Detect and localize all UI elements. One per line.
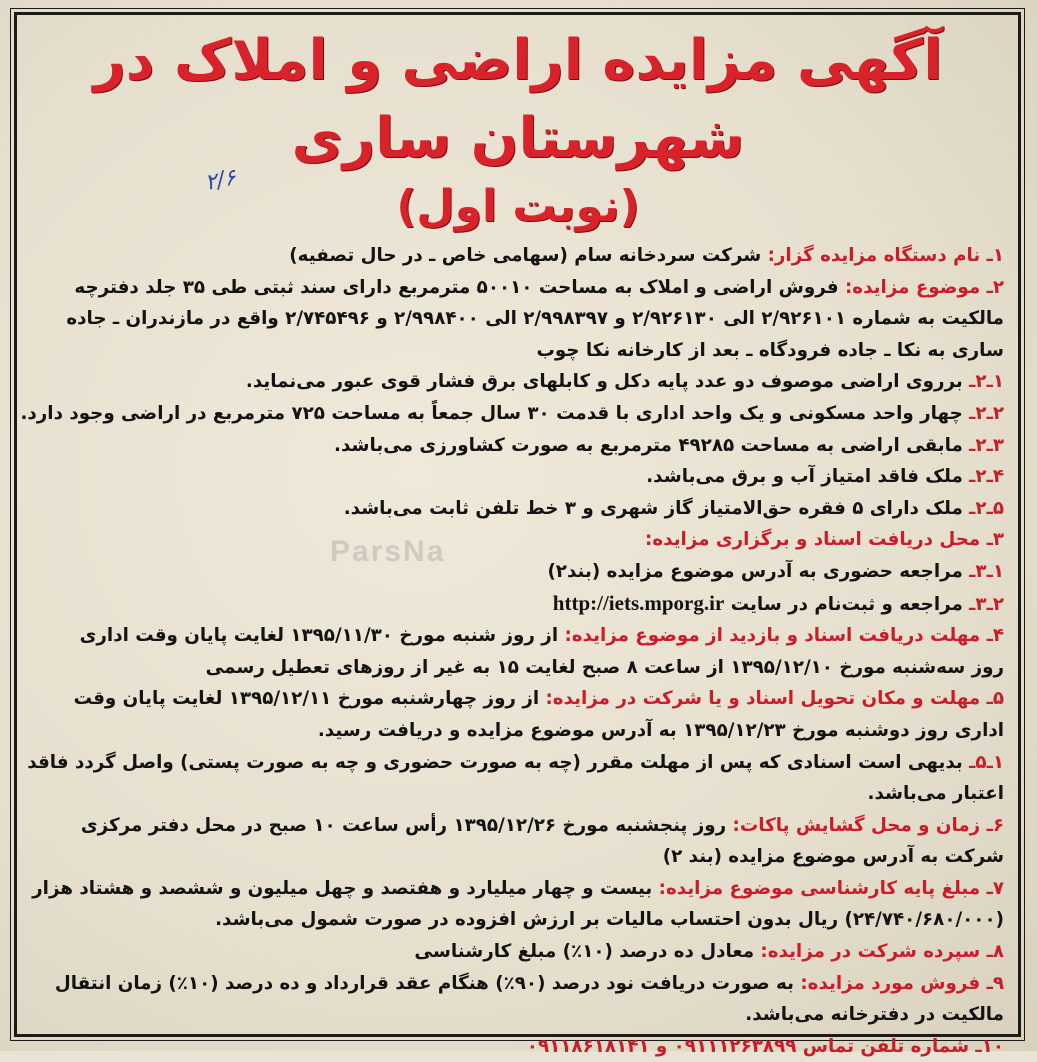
ad-line <box>32 588 1004 621</box>
clause-text: از روز شنبه مورخ ۱۳۹۵/۱۱/۳۰ لغایت پایان وقت اداری <box>79 625 565 647</box>
ad-line <box>32 303 1004 335</box>
clause-label: ۶ـ زمان و محل گشایش پاکات: <box>732 814 1004 836</box>
ad-line <box>32 430 1004 462</box>
ad-line <box>32 841 1004 873</box>
clause-label: ۱ـ۲ـ <box>969 371 1004 393</box>
ad-line <box>32 493 1004 525</box>
ad-line <box>32 620 1004 652</box>
ad-line <box>32 936 1004 968</box>
clause-label: ۷ـ مبلغ پایه کارشناسی موضوع مزایده: <box>658 877 1004 899</box>
ad-line <box>32 1031 1004 1062</box>
ad-line <box>32 778 1004 810</box>
clause-text: شرکت به آدرس موضوع مزایده (بند ۲) <box>662 846 1004 868</box>
ad-line <box>32 461 1004 493</box>
clause-label: ۹ـ فروش مورد مزایده: <box>800 972 1004 994</box>
ad-line <box>32 904 1004 936</box>
ad-line <box>32 683 1004 715</box>
clause-text: مالکیت در دفترخانه می‌باشد. <box>745 1004 1004 1026</box>
clause-text: ساری به نکا ـ جاده فرودگاه ـ بعد از کارخانه نکا چوب <box>536 339 1004 361</box>
clause-text: روز سه‌شنبه مورخ ۱۳۹۵/۱۲/۱۰ از ساعت ۸ صبح لغایت ۱۵ به غیر از روزهای تعطیل رسمی <box>205 656 1004 678</box>
ad-line <box>32 810 1004 842</box>
clause-text: از روز چهارشنبه مورخ ۱۳۹۵/۱۲/۱۱ لغایت پایان وقت <box>73 688 546 710</box>
clause-text: مراجعه حضوری به آدرس موضوع مزایده (بند۲) <box>547 560 970 582</box>
clause-text: برروی اراضی موصوف دو عدد پایه دکل و کابلهای برق فشار قوی عبور می‌نماید. <box>245 371 970 393</box>
clause-text: اداری روز دوشنبه مورخ ۱۳۹۵/۱۲/۲۳ به آدرس موضوع مزایده و دریافت رسید. <box>317 719 1004 741</box>
clause-text: (۲۴/۷۴۰/۶۸۰/۰۰۰) ریال بدون احتساب مالیات بر ارزش افزوده در صورت شمول می‌باشد. <box>215 909 1004 931</box>
clause-label: ۳ـ۲ـ <box>969 434 1004 456</box>
clause-text: معادل ده درصد (۱۰٪) مبلغ کارشناسی <box>414 941 761 963</box>
clause-label: ۲ـ موضوع مزایده: <box>844 276 1004 298</box>
clause-label: ۵ـ مهلت و مکان تحویل اسناد و یا شرکت در مزایده: <box>545 688 1004 710</box>
clause-label: ۱ـ نام دستگاه مزایده گزار: <box>767 245 1004 266</box>
clause-text: ملک فاقد امتیاز آب و برق می‌باشد. <box>646 466 970 488</box>
clause-label: ۴ـ مهلت دریافت اسناد و بازدید از موضوع مزایده: <box>564 625 1004 647</box>
clause-text: شرکت سردخانه سام (سهامی خاص ـ در حال تصفیه) <box>289 245 768 266</box>
ad-line <box>32 240 1004 272</box>
clause-label: ۱ـ۳ـ <box>969 560 1004 582</box>
ad-body <box>20 240 1004 1062</box>
clause-label: ۴ـ۲ـ <box>969 466 1004 488</box>
ad-line <box>32 556 1004 588</box>
watermark: ParsNa <box>330 535 446 568</box>
clause-label: ۳ـ محل دریافت اسناد و برگزاری مزایده: <box>645 529 1004 551</box>
ad-title: آگهی مزایده اراضی و املاک در شهرستان ساری <box>93 28 943 171</box>
clause-text: به صورت دریافت نود درصد (۹۰٪) هنگام عقد قرارداد و ده درصد (۱۰٪) زمان انتقال <box>54 972 801 994</box>
ad-line <box>32 873 1004 905</box>
handwritten-mark: ۲/۶ <box>202 165 239 196</box>
ad-line <box>20 398 1004 430</box>
website-link[interactable]: http://iets.mporg.ir <box>552 590 725 615</box>
clause-label: ۱ـ۵ـ <box>969 751 1004 773</box>
ad-line <box>32 652 1004 684</box>
clause-text: مالکیت به شماره ۲/۹۲۶۱۰۱ الی ۲/۹۲۶۱۳۰ و ۲/۹۹۸۳۹۷ الی ۲/۹۹۸۴۰۰ و ۲/۷۴۵۴۹۶ واقع در مازندران ـ جاده <box>66 308 1004 330</box>
clause-label: ۱۰ـ شماره تلفن تماس ۰۹۱۱۱۲۶۳۸۹۹ و ۰۹۱۱۸۶۱۸۱۴۱ <box>526 1035 1004 1057</box>
ad-subtitle: (نوبت اول) <box>396 181 640 232</box>
ad-line <box>32 524 1004 556</box>
ad-line <box>27 747 1004 779</box>
clause-label: ۵ـ۲ـ <box>969 497 1004 519</box>
ad-line <box>32 272 1004 304</box>
auction-advertisement <box>20 22 1004 1062</box>
ad-line <box>32 715 1004 747</box>
clause-text: ملک دارای ۵ فقره حق‌الامتیاز گاز شهری و ۳ خط تلفن ثابت می‌باشد. <box>343 497 970 519</box>
clause-label: ۸ـ سپرده شرکت در مزایده: <box>760 941 1004 963</box>
clause-text: اعتبار می‌باشد. <box>867 783 1004 805</box>
clause-text: بدیهی است اسنادی که پس از مهلت مقرر (چه به صورت حضوری و چه به صورت پستی) واصل گردد فاقد <box>27 751 970 773</box>
clause-label: ۲ـ۲ـ <box>969 402 1004 424</box>
clause-text: مابقی اراضی به مساحت ۴۹۲۸۵ مترمربع به صورت کشاورزی می‌باشد. <box>334 434 970 456</box>
clause-text: مراجعه و ثبت‌نام در سایت <box>724 593 970 615</box>
clause-label: ۲ـ۳ـ <box>969 593 1004 615</box>
clause-text: روز پنجشنبه مورخ ۱۳۹۵/۱۲/۲۶ رأس ساعت ۱۰ صبح در محل دفتر مرکزی <box>80 814 733 836</box>
ad-line <box>32 968 1004 1000</box>
clause-text: فروش اراضی و املاک به مساحت ۵۰۰۱۰ مترمربع دارای سند ثبتی طی ۳۵ جلد دفترچه <box>74 276 845 298</box>
ad-line <box>32 999 1004 1031</box>
clause-text: چهار واحد مسکونی و یک واحد اداری با قدمت ۳۰ سال جمعاً به مساحت ۷۲۵ مترمربع در اراضی وجود دارد. <box>20 402 970 424</box>
ad-line <box>32 335 1004 367</box>
clause-text: بیست و چهار میلیارد و هفتصد و چهل میلیون و ششصد و هشتاد هزار <box>32 877 659 899</box>
ad-line <box>32 366 1004 398</box>
